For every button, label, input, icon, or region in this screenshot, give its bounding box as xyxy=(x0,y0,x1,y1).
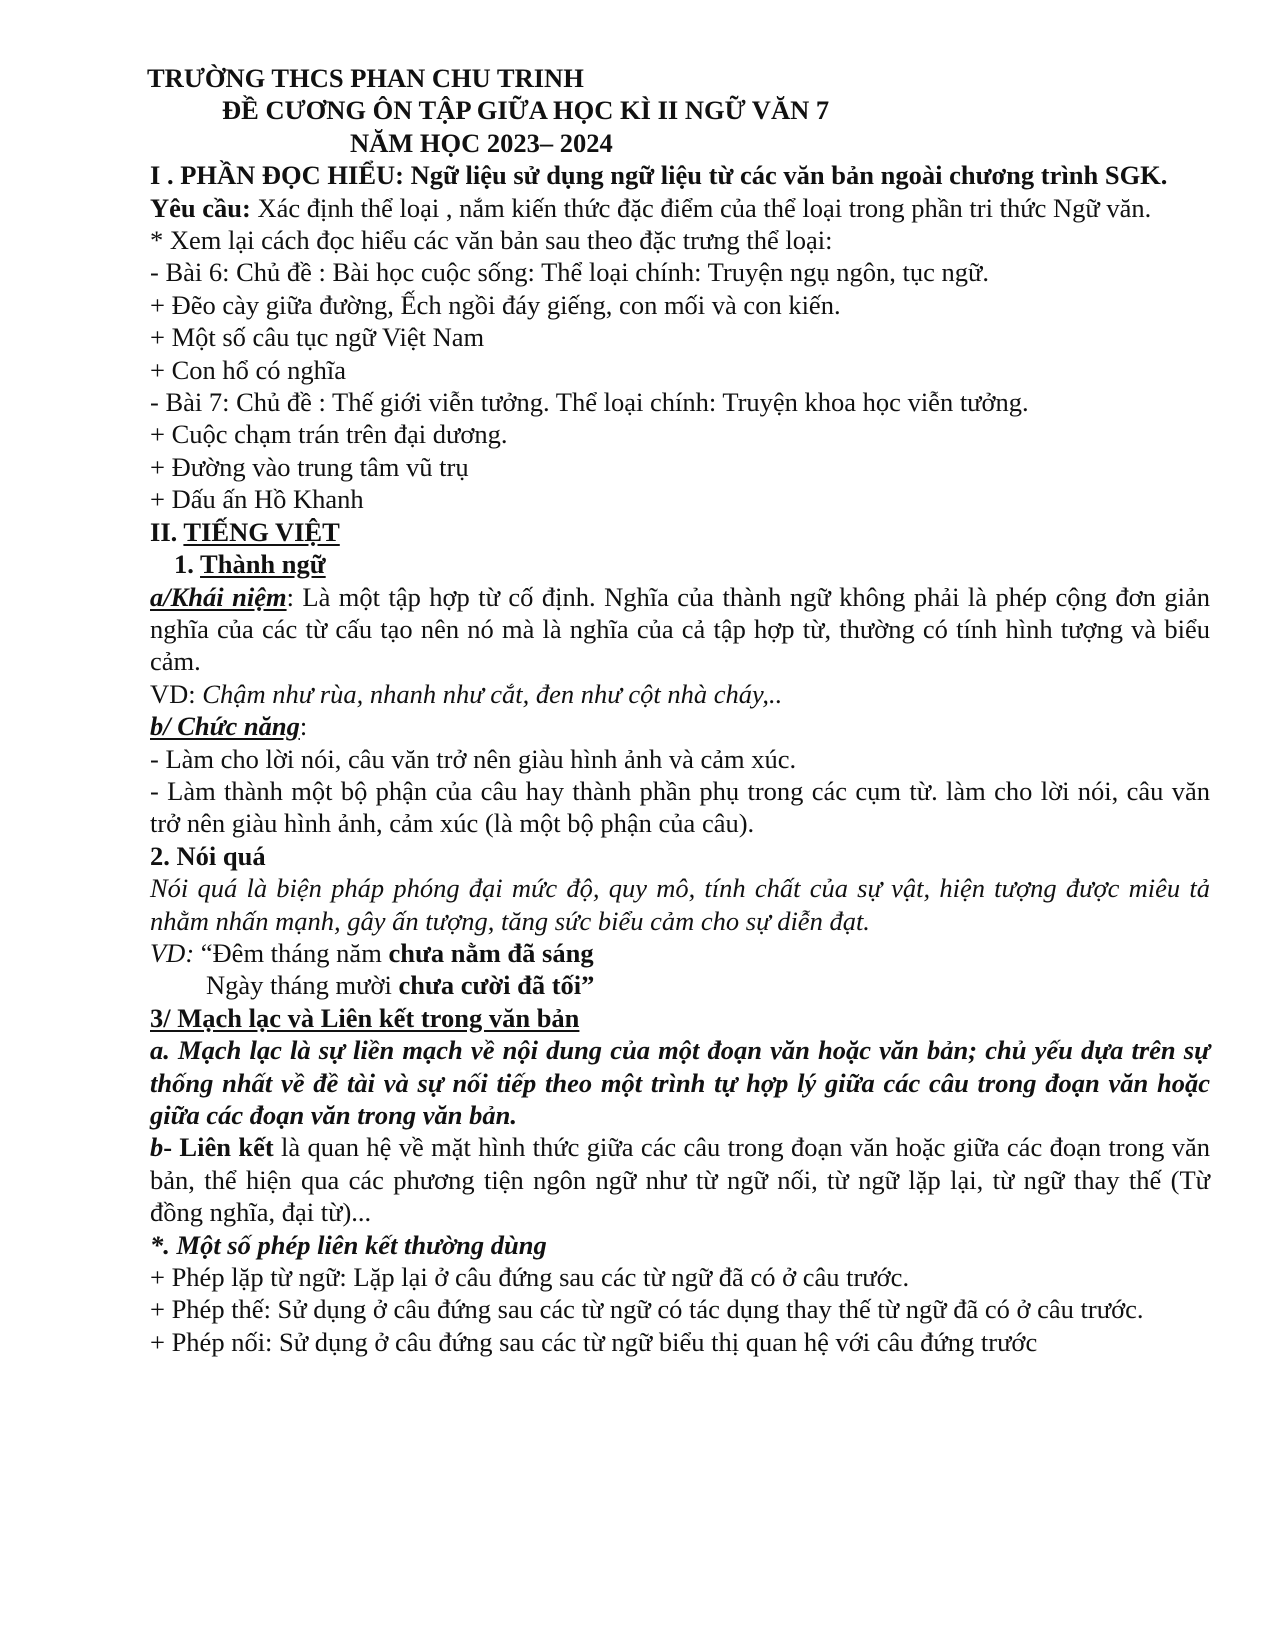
cohesion-method: + Phép nối: Sử dụng ở câu đứng sau các từ ngữ biểu thị quan hệ với câu đứng trước xyxy=(150,1326,1038,1357)
part2-heading-number: II. xyxy=(150,516,184,547)
function-colon: : xyxy=(299,711,308,742)
part1-heading: I . PHẦN ĐỌC HIỂU: Ngữ liệu sử dụng ngữ liệu từ các văn bản ngoài chương trình SGK. xyxy=(150,160,1168,191)
section1-number: 1. xyxy=(174,549,201,580)
cohesion-text: là quan hệ về mặt hình thức giữa các câu trong đoạn văn hoặc giữa các đoạn trong văn bản, thể hiện qua các phương tiện ngôn ngữ như từ ngữ nối, từ ngữ lặp lại, từ ngữ thay thế (Từ đồng nghĩa, đại từ)... xyxy=(150,1132,1210,1228)
example-verse-text: Ngày tháng mười xyxy=(206,970,399,1001)
requirement-text: Xác định thể loại , nắm kiến thức đặc điểm của thể loại trong phần tri thức Ngữ văn. xyxy=(250,192,1152,223)
section1-example xyxy=(150,678,1210,710)
cohesion-method: + Phép lặp từ ngữ: Lặp lại ở câu đứng sau các từ ngữ đã có ở câu trước. xyxy=(150,1262,910,1293)
part1-requirement xyxy=(150,192,1210,224)
concept-label: a/Khái niệm xyxy=(150,581,287,612)
review-instruction: * Xem lại cách đọc hiểu các văn bản sau theo đặc trưng thể loại: xyxy=(150,225,833,256)
part1-line: + Một số câu tục ngữ Việt Nam xyxy=(150,322,485,353)
cohesion-label: - Liên kết xyxy=(163,1132,274,1163)
school-year: NĂM HỌC 2023– 2024 xyxy=(350,127,613,158)
section2-example-label: VD: xyxy=(150,937,195,968)
part1-line: + Đẽo cày giữa đường, Ếch ngồi đáy giếng, con mối và con kiến. xyxy=(150,289,841,320)
concept-text: : Là một tập hợp từ cố định. Nghĩa của thành ngữ không phải là phép cộng đơn giản nghĩa của các từ cấu tạo nên nó mà là nghĩa của cả tập hợp từ, thường có tính hình tượng và biểu cảm. xyxy=(150,581,1210,677)
example-text: Chậm như rùa, nhanh như cắt, đen như cột nhà cháy,.. xyxy=(202,678,783,709)
document-title: ĐỀ CƯƠNG ÔN TẬP GIỮA HỌC KÌ II NGỮ VĂN 7 xyxy=(222,95,830,126)
section3-coherence: a. Mạch lạc là sự liền mạch về nội dung của một đoạn văn hoặc văn bản; chủ yếu dựa trên sự thống nhất về đề tài và sự nối tiếp theo một trình tự hợp lý giữa các câu trong đoạn văn hoặc giữa các đoạn văn trong văn bản. xyxy=(150,1035,1210,1130)
part1-line: + Đường vào trung tâm vũ trụ xyxy=(150,451,469,482)
section2-example-line1 xyxy=(150,937,1210,969)
school-name: TRƯỜNG THCS PHAN CHU TRINH xyxy=(147,63,584,93)
function-line: - Làm thành một bộ phận của câu hay thành phần phụ trong các cụm từ. làm cho lời nói, câu văn trở nên giàu hình ảnh, cảm xúc (là một bộ phận của câu). xyxy=(150,775,1210,839)
part2-heading-text: TIẾNG VIỆT xyxy=(183,516,340,547)
requirement-label: Yêu cầu: xyxy=(150,192,251,223)
part1-line: + Con hổ có nghĩa xyxy=(150,354,347,385)
function-line: - Làm cho lời nói, câu văn trở nên giàu hình ảnh và cảm xúc. xyxy=(150,743,797,774)
section3-heading: 3/ Mạch lạc và Liên kết trong văn bản xyxy=(150,1002,580,1033)
section2-heading: 2. Nói quá xyxy=(150,840,266,871)
section1-concept xyxy=(150,581,1210,678)
part1-line: - Bài 7: Chủ đề : Thế giới viễn tưởng. Thể loại chính: Truyện khoa học viễn tưởng. xyxy=(150,387,1029,418)
section3-cohesion xyxy=(150,1131,1210,1228)
document-page xyxy=(147,62,1210,1358)
part1-line: + Cuộc chạm trán trên đại dương. xyxy=(150,419,508,450)
section1-heading xyxy=(150,548,1210,580)
example-label: VD: xyxy=(150,678,203,709)
section1-title: Thành ngữ xyxy=(200,549,326,580)
section2-definition: Nói quá là biện pháp phóng đại mức độ, quy mô, tính chất của sự vật, hiện tượng được miêu tả nhằm nhấn mạnh, gây ấn tượng, tăng sức biểu cảm cho sự diễn đạt. xyxy=(150,873,1210,936)
function-label: b/ Chức năng xyxy=(150,711,300,742)
example-verse-bold: chưa nằm đã sáng xyxy=(388,937,594,968)
example-verse-bold: chưa cười đã tối” xyxy=(398,970,595,1001)
cohesion-letter: b xyxy=(150,1132,164,1163)
part1-line: + Dấu ấn Hồ Khanh xyxy=(150,484,364,515)
section3-list-heading: *. Một số phép liên kết thường dùng xyxy=(150,1229,547,1260)
cohesion-method: + Phép thế: Sử dụng ở câu đứng sau các từ ngữ có tác dụng thay thế từ ngữ đã có ở câu trước. xyxy=(150,1294,1144,1325)
part2-heading xyxy=(150,516,1210,548)
section2-example-line2 xyxy=(150,969,1210,1001)
section1-function-heading xyxy=(150,710,1210,742)
part1-line: - Bài 6: Chủ đề : Bài học cuộc sống: Thể loại chính: Truyện ngụ ngôn, tục ngữ. xyxy=(150,257,989,288)
example-verse-text: “Đêm tháng năm xyxy=(194,937,389,968)
